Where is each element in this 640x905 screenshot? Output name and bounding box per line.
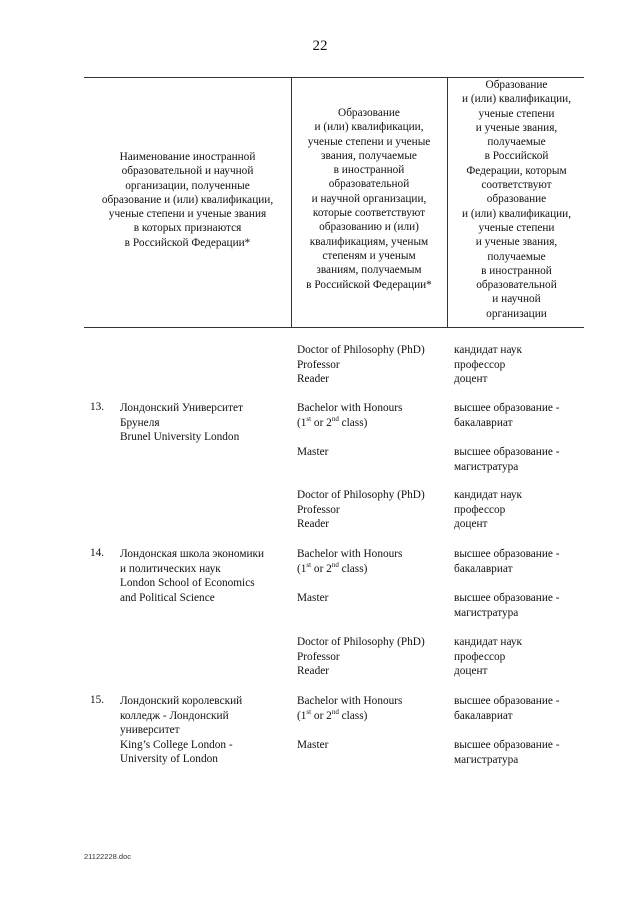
table-row-russian: кандидат наук профессор доцент (454, 636, 523, 678)
class-note: (1st or 2nd class) (297, 707, 368, 722)
table-row-russian: высшее образование - магистратура (454, 592, 560, 619)
table-row-russian: высшее образование - бакалавриат (454, 695, 560, 722)
row-number: 15. (90, 694, 105, 706)
table-row-foreign: Doctor of Philosophy (PhD) Professor Reader (297, 636, 425, 678)
table-row-russian: высшее образование - бакалавриат (454, 402, 560, 429)
row-number: 13. (90, 401, 105, 413)
table-header-bottom-rule (84, 327, 584, 328)
table-row-foreign: Doctor of Philosophy (PhD) Professor Reader (297, 344, 425, 386)
table-row-foreign: Bachelor with Honours (1st or 2nd class) (297, 695, 403, 722)
table-row-russian: кандидат наук профессор доцент (454, 344, 523, 386)
table-row-russian: высшее образование - бакалавриат (454, 548, 560, 575)
row-number: 14. (90, 547, 105, 559)
table-row-foreign: Master (297, 446, 329, 458)
class-note: (1st or 2nd class) (297, 560, 368, 575)
table-row-foreign: Bachelor with Honours (1st or 2nd class) (297, 548, 403, 575)
table-row-foreign: Bachelor with Honours (1st or 2nd class) (297, 402, 403, 429)
organization-name: Лондонский королевский колледж - Лондонский университет King’s College London - University of London (120, 695, 243, 766)
table-row-foreign: Master (297, 592, 329, 604)
organization-name: Лондонская школа экономики и политических наук London School of Economics and Political Science (120, 548, 265, 604)
organization-name: Лондонский Университет Брунеля Brunel University London (120, 402, 243, 444)
table-row-russian: высшее образование - магистратура (454, 446, 560, 473)
table-row-foreign: Master (297, 739, 329, 751)
header-col-russian-qualification: Образование и (или) квалификации, ученые степени и ученые звания, получаемые в Российской Федерации, которым соответствуют образование и (или) квалификации, ученые степени и ученые звания, получаемые в иностранной образовательной и научной организации (461, 79, 572, 320)
page-number: 22 (312, 38, 328, 54)
header-col-foreign-qualification: Образование и (или) квалификации, ученые степени и ученые звания, получаемые в иностранной образовательной и научной организации, которые соответствуют образованию и (или) квалификациям, ученым степеням и ученым званиям, получаемым в Российской Федерации* (306, 107, 432, 291)
header-col-organization: Наименование иностранной образовательной и научной организации, полученные образование и (или) квалификации, ученые степени и ученые звания в которых признаются в Российской Федерации* (101, 151, 274, 249)
table-row-foreign: Doctor of Philosophy (PhD) Professor Reader (297, 489, 425, 531)
table-row-russian: высшее образование - магистратура (454, 739, 560, 766)
table-row-russian: кандидат наук профессор доцент (454, 489, 523, 531)
column-divider-2 (447, 77, 448, 327)
document-filename: 21122228.doc (84, 852, 131, 861)
class-note: (1st or 2nd class) (297, 414, 368, 429)
column-divider-1 (291, 77, 292, 327)
